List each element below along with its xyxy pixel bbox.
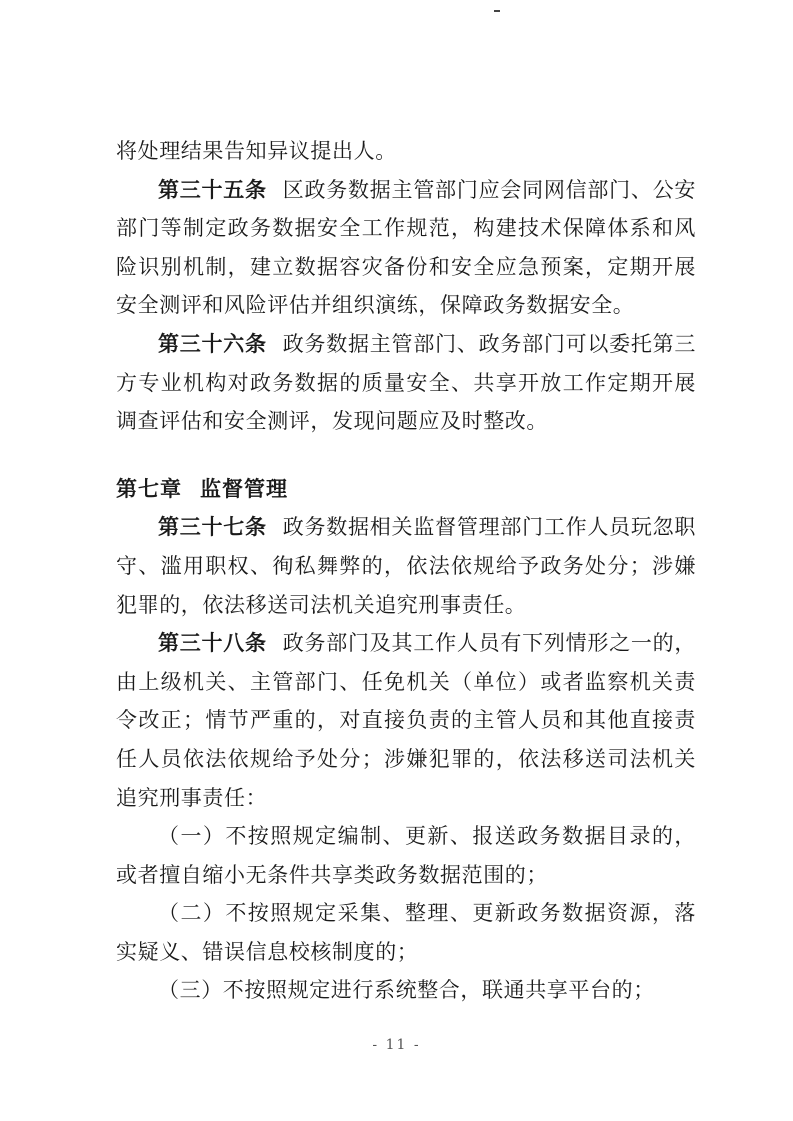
article-38: [116, 624, 696, 817]
article-number: 第三十五条: [158, 177, 267, 202]
scan-mark: [494, 10, 500, 12]
article-35: [116, 171, 696, 325]
list-item-3: [116, 971, 696, 1010]
page-number: - 11 -: [372, 1037, 421, 1053]
list-item-text: （三）不按照规定进行系统整合，联通共享平台的；: [158, 978, 655, 1003]
chapter-heading: [116, 470, 696, 509]
paragraph-continuation: [116, 132, 696, 171]
list-item-2: [116, 894, 696, 971]
article-number: 第三十七条: [158, 515, 267, 540]
paragraph-text: 政务部门及其工作人员有下列情形之一的，由上级机关、主管部门、任免机关（单位）或者监察机关责令改正；情节严重的，对直接负责的主管人员和其他直接责任人员依法依规给予处分；涉嫌犯罪的，依法移送司法机关追究刑事责任：: [116, 631, 696, 810]
list-item-text: （一）不按照规定编制、更新、报送政务数据目录的，或者擅自缩小无条件共享类政务数据范围的；: [116, 824, 696, 887]
chapter-title: 监督管理: [200, 476, 288, 501]
document-body: [116, 132, 696, 1010]
paragraph-text: 区政务数据主管部门应会同网信部门、公安部门等制定政务数据安全工作规范，构建技术保障体系和风险识别机制，建立数据容灾备份和安全应急预案，定期开展安全测评和风险评估并组织演练，保障政务数据安全。: [116, 177, 696, 318]
list-item-1: [116, 817, 696, 894]
paragraph-text: 政务数据主管部门、政务部门可以委托第三方专业机构对政务数据的质量安全、共享开放工作定期开展调查评估和安全测评，发现问题应及时整改。: [116, 331, 696, 434]
article-37: [116, 508, 696, 624]
article-36: [116, 325, 696, 441]
list-item-text: （二）不按照规定采集、整理、更新政务数据资源，落实疑义、错误信息校核制度的；: [116, 901, 696, 964]
chapter-number: 第七章: [116, 476, 182, 501]
article-number: 第三十六条: [158, 331, 267, 356]
article-number: 第三十八条: [158, 631, 267, 656]
paragraph-text: 政务数据相关监督管理部门工作人员玩忽职守、滥用职权、徇私舞弊的，依法依规给予政务处分；涉嫌犯罪的，依法移送司法机关追究刑事责任。: [116, 515, 696, 617]
paragraph-text: 将处理结果告知异议提出人。: [116, 139, 397, 163]
